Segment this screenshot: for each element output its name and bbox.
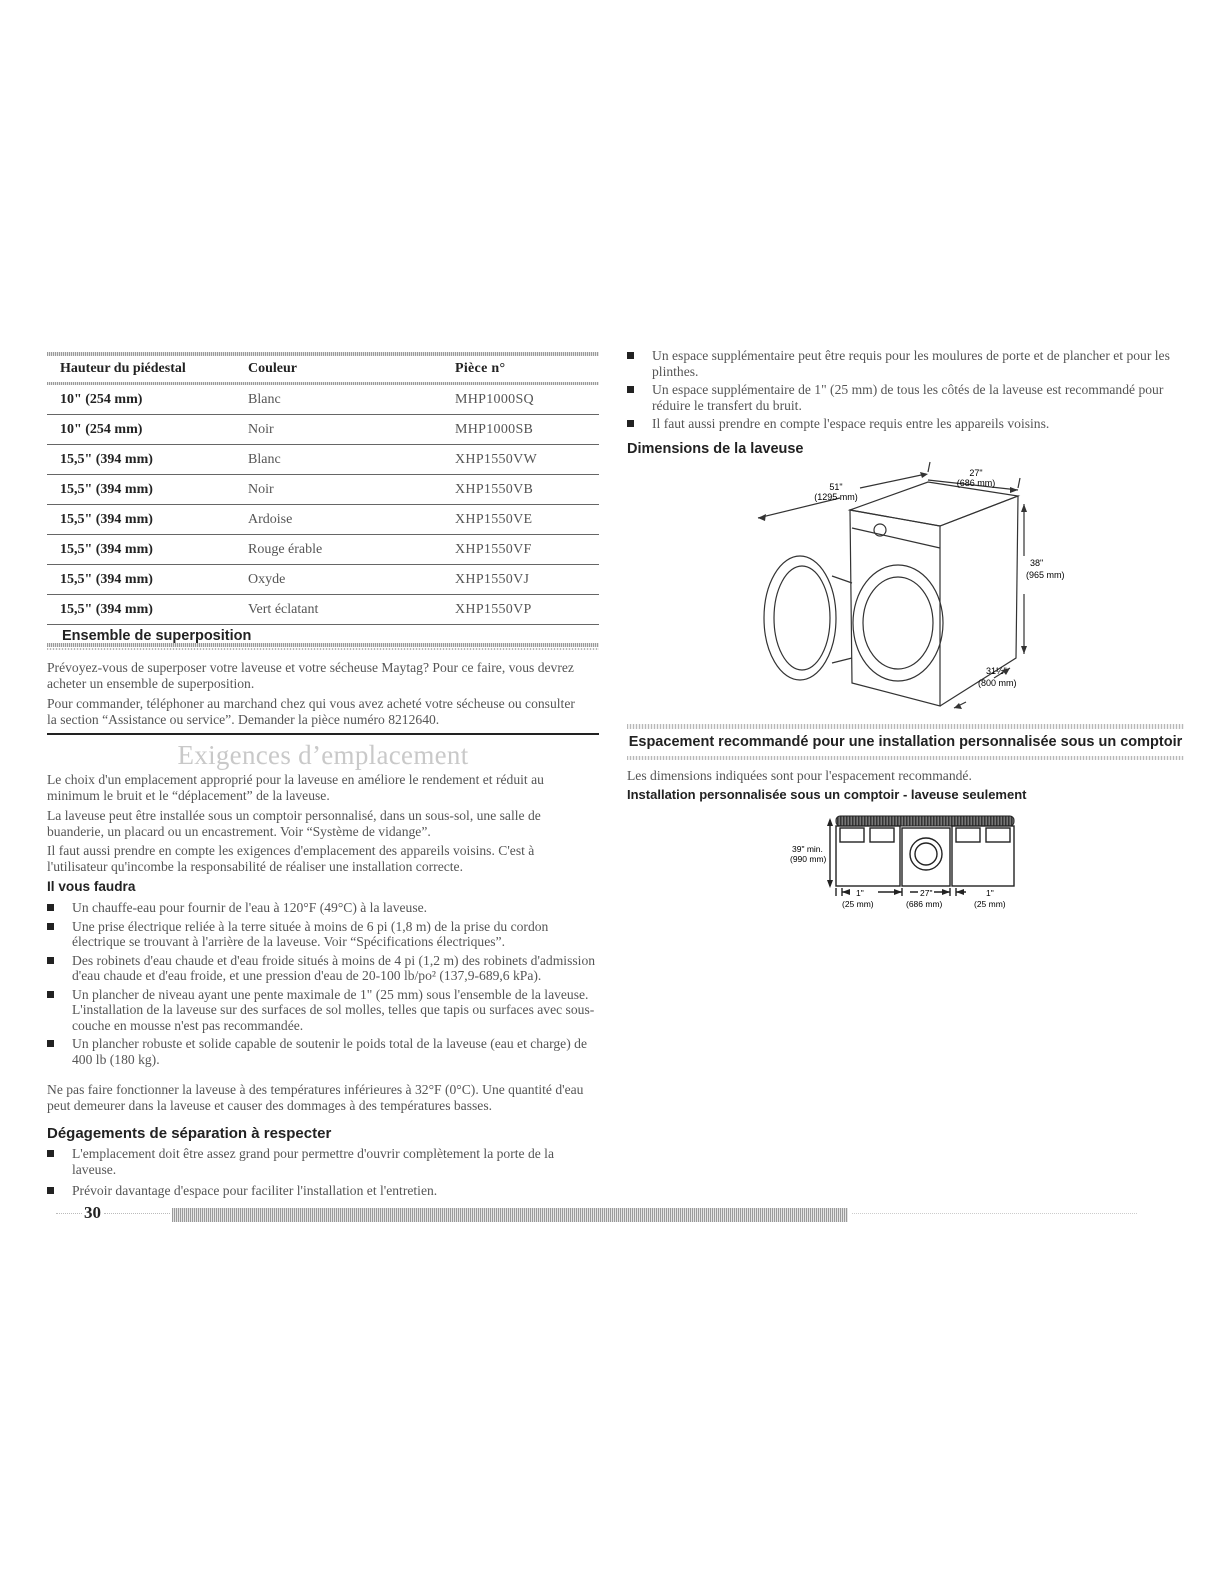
footer-dots-right: [852, 1213, 1137, 1215]
cell-height: 15,5" (394 mm): [60, 601, 153, 617]
list-item: Prévoir davantage d'espace pour faciliter l'installation et l'entretien.: [47, 1183, 597, 1199]
cell-color: Rouge érable: [248, 541, 323, 557]
cell-height: 15,5" (394 mm): [60, 481, 153, 497]
dimensions-heading: Dimensions de la laveuse: [627, 441, 804, 457]
washer-top: [850, 482, 1018, 526]
page-number: 30: [84, 1203, 101, 1222]
list-item: Il faut aussi prendre en compte l'espace requis entre les appareils voisins.: [627, 416, 1187, 432]
table-row: [47, 415, 599, 445]
footer-bar: [172, 1208, 848, 1222]
list-item: Une prise électrique reliée à la terre située à moins de 6 pi (1,8 m) de la prise du cordon électrique se trouvant à l'arrière de la laveuse. Voir “Spécifications électriques”.: [47, 919, 597, 950]
stacking-paragraph-1: Prévoyez-vous de superposer votre laveuse et votre sécheuse Maytag? Pour ce faire, vous devrez acheter un ensemble de superposition.: [47, 660, 574, 691]
list-item: Un plancher robuste et solide capable de soutenir le poids total de la laveuse (eau et charge) de 400 lb (180 kg).: [47, 1036, 597, 1067]
location-paragraph-4: Ne pas faire fonctionner la laveuse à des températures inférieures à 32°F (0°C). Une quantité d'eau peut demeurer dans la laveuse et causer des dommages à des températures basses.: [47, 1082, 584, 1113]
needs-list: [47, 900, 597, 1070]
footer-dots-mid: [104, 1213, 170, 1215]
counter-intro: Les dimensions indiquées sont pour l'espacement recommandé.: [627, 768, 972, 783]
depth-mm-label: (1295 mm): [814, 492, 858, 502]
cell-height: 10" (254 mm): [60, 421, 143, 437]
stacking-paragraph-2: Pour commander, téléphoner au marchand chez qui vous avez acheté votre sécheuse ou consulter la section “Assistance ou service”. Demander la pièce numéro 8212640.: [47, 696, 575, 727]
cell-part: XHP1550VB: [455, 481, 534, 497]
header-height: Hauteur du piédestal: [60, 361, 186, 376]
header-part: Pièce n°: [455, 361, 506, 376]
counter-heading: Espacement recommandé pour une installation personnalisée sous un comptoir: [628, 734, 1183, 750]
cabinet-right: [952, 826, 1014, 886]
stacking-rule: [47, 648, 599, 650]
side-right-label: 1": [986, 888, 994, 898]
cell-color: Oxyde: [248, 571, 286, 587]
washer-front: [850, 510, 940, 706]
counter-width-mm-label: (686 mm): [906, 899, 943, 909]
cell-color: Noir: [248, 421, 274, 437]
list-item: Un plancher de niveau ayant une pente maximale de 1" (25 mm) sous l'ensemble de la laveuse. L'installation de la laveuse sur des surfaces de sol molles, telles que tapis ou surfaces avec sous-couche en mousse n'est pas recommandée.: [47, 987, 597, 1034]
table-row: [47, 535, 599, 565]
right-bullets: [627, 348, 1187, 435]
pedestal-table: [47, 352, 599, 647]
section-rule: [47, 733, 599, 735]
cabinet-left: [836, 826, 900, 886]
counter-width-label: 27": [920, 888, 933, 898]
cell-height: 15,5" (394 mm): [60, 541, 153, 557]
height-label: 38": [1030, 558, 1044, 568]
table-row: [47, 385, 599, 415]
list-item: L'emplacement doit être assez grand pour permettre d'ouvrir complètement la porte de la laveuse.: [47, 1146, 597, 1177]
location-paragraph-1: Le choix d'un emplacement approprié pour la laveuse en améliore le rendement et réduit au minimum le bruit et le “déplacement” de la laveuse.: [47, 772, 544, 803]
counter-top-rule: [627, 724, 1184, 729]
width-label: 27": [969, 468, 983, 478]
stacking-heading: Ensemble de superposition: [62, 628, 252, 644]
cell-height: 15,5" (394 mm): [60, 571, 153, 587]
countertop: [836, 816, 1014, 826]
height-mm-label: (965 mm): [1026, 570, 1065, 580]
list-item: Un espace supplémentaire de 1" (25 mm) de tous les côtés de la laveuse est recommandé pour réduire le transfert du bruit.: [627, 382, 1187, 413]
depth2-mm-label: (800 mm): [978, 678, 1017, 688]
location-paragraph-3: Il faut aussi prendre en compte les exigences d'emplacement des appareils voisins. C'est à l'utilisateur qu'incombe la responsabilité de réaliser une installation correcte.: [47, 843, 535, 874]
depth2-label: 31½": [986, 666, 1007, 676]
counter-height-label: 39" min.: [792, 844, 823, 854]
washer-dimensions-diagram: [740, 458, 1065, 718]
depth-label: 51": [829, 482, 843, 492]
counter-bottom-rule: [627, 756, 1184, 760]
counter-height-mm-label: (990 mm): [790, 854, 827, 864]
counter-subheading: Installation personnalisée sous un comptoir - laveuse seulement: [627, 787, 1027, 802]
table-row: [47, 565, 599, 595]
clearances-heading: Dégagements de séparation à respecter: [47, 1125, 332, 1142]
list-item: Un chauffe-eau pour fournir de l'eau à 120°F (49°C) à la laveuse.: [47, 900, 597, 916]
list-item: Des robinets d'eau chaude et d'eau froide situés à moins de 4 pi (1,2 m) des robinets d'admission d'eau chaude et d'eau froide, et une pression d'eau de 20-100 lb/po² (137,9-689,6 kPa).: [47, 953, 597, 984]
table-row: [47, 595, 599, 625]
cell-part: MHP1000SQ: [455, 391, 534, 407]
cell-color: Blanc: [248, 391, 281, 407]
table-header-row: [47, 356, 599, 382]
cell-height: 15,5" (394 mm): [60, 451, 153, 467]
clearances-list: [47, 1146, 597, 1202]
cell-color: Noir: [248, 481, 274, 497]
cell-color: Vert éclatant: [248, 601, 319, 617]
table-row: [47, 475, 599, 505]
washer-front-view: [902, 828, 950, 886]
cell-part: XHP1550VW: [455, 451, 538, 467]
side-left-mm-label: (25 mm): [842, 899, 874, 909]
side-left-label: 1": [856, 888, 864, 898]
side-right-mm-label: (25 mm): [974, 899, 1006, 909]
cell-height: 10" (254 mm): [60, 391, 143, 407]
washer-door: [764, 556, 836, 680]
cell-part: XHP1550VE: [455, 511, 533, 527]
cell-height: 15,5" (394 mm): [60, 511, 153, 527]
list-item: Un espace supplémentaire peut être requis pour les moulures de porte et de plancher et pour les plinthes.: [627, 348, 1187, 379]
table-body: [47, 385, 599, 625]
header-color: Couleur: [248, 361, 297, 376]
location-paragraph-2: La laveuse peut être installée sous un comptoir personnalisé, dans un sous-sol, une salle de buanderie, un placard ou un encastrement. Voir “Système de vidange”.: [47, 808, 541, 839]
counter-installation-diagram: [780, 810, 1040, 920]
cell-part: MHP1000SB: [455, 421, 534, 437]
needs-heading: Il vous faudra: [47, 879, 136, 894]
cell-part: XHP1550VJ: [455, 571, 530, 587]
table-row: [47, 445, 599, 475]
footer-dots-left: [56, 1213, 82, 1215]
cell-part: XHP1550VP: [455, 601, 532, 617]
cell-color: Blanc: [248, 451, 281, 467]
cell-color: Ardoise: [248, 511, 293, 527]
table-row: [47, 505, 599, 535]
location-title: Exigences d’emplacement: [177, 740, 469, 770]
cell-part: XHP1550VF: [455, 541, 532, 557]
width-mm-label: (686 mm): [956, 478, 996, 488]
washer-drum: [853, 565, 943, 681]
